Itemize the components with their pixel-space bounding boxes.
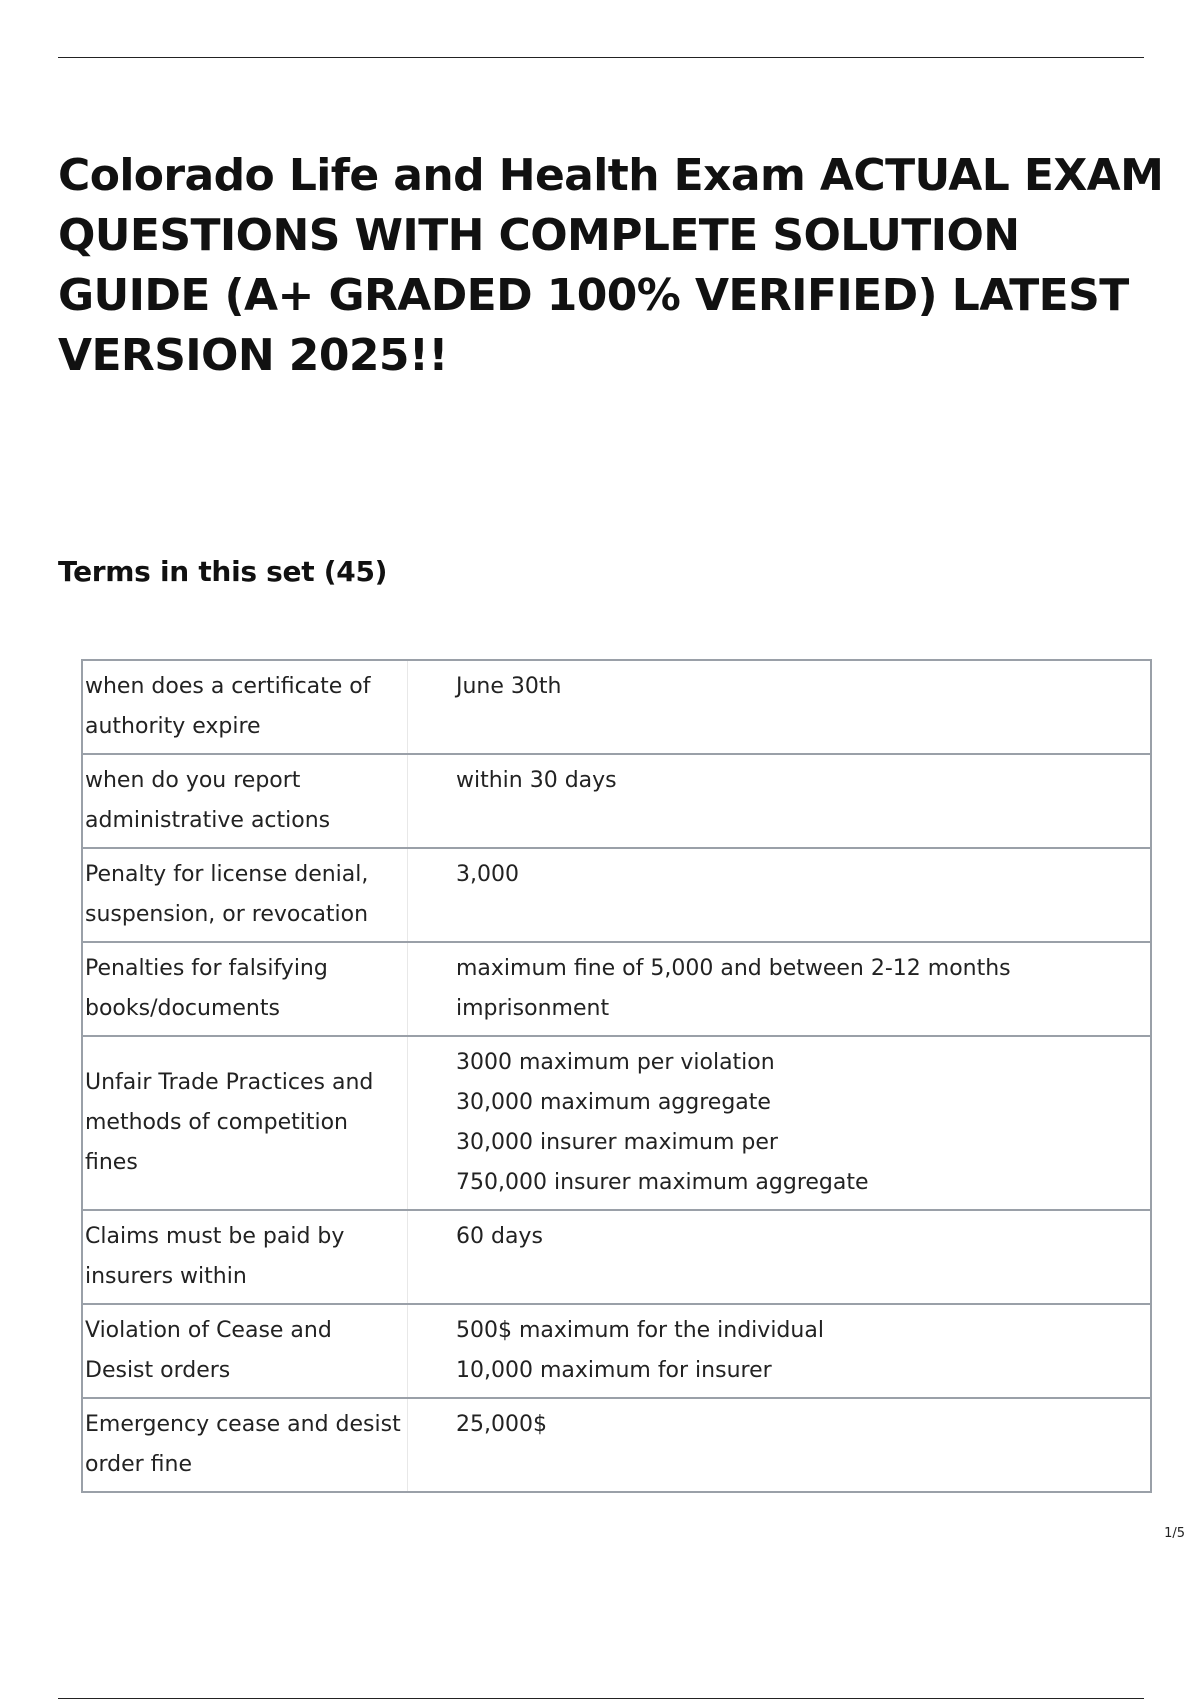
definition-cell [408, 1036, 1152, 1210]
term-cell: Violation of Cease and Desist orders [82, 1304, 408, 1398]
document-title: Colorado Life and Health Exam ACTUAL EXAM QUESTIONS WITH COMPLETE SOLUTION GUIDE (A+ GRADED 100% VERIFIED) LATEST VERSION 2025!! [58, 150, 1164, 381]
term-row [82, 1304, 1151, 1398]
definition-line: 3,000 [456, 862, 519, 887]
definition-line: 500$ maximum for the individual [456, 1318, 824, 1343]
definition-line: 25,000$ [456, 1412, 547, 1437]
definition-line: maximum fine of 5,000 and between 2-12 months imprisonment [456, 956, 1011, 1021]
top-rule [58, 57, 1144, 58]
definition-line: 30,000 insurer maximum per [456, 1130, 778, 1155]
term-row [82, 848, 1151, 942]
definition-cell [408, 1304, 1152, 1398]
bottom-rule [58, 1698, 1144, 1699]
term-cell: Emergency cease and desist order fine [82, 1398, 408, 1492]
definition-cell [408, 942, 1152, 1036]
term-cell: when do you report administrative actions [82, 754, 408, 848]
term-cell: Unfair Trade Practices and methods of competition fines [82, 1036, 408, 1210]
definition-cell [408, 1210, 1152, 1304]
term-cell: Penalties for falsifying books/documents [82, 942, 408, 1036]
term-row [82, 1036, 1151, 1210]
definition-line: 10,000 maximum for insurer [456, 1358, 772, 1383]
term-row [82, 754, 1151, 848]
page-number: 1/5 [1164, 1526, 1185, 1541]
term-row [82, 1398, 1151, 1492]
terms-table [81, 659, 1152, 1493]
term-cell: Claims must be paid by insurers within [82, 1210, 408, 1304]
term-row [82, 942, 1151, 1036]
definition-line: 750,000 insurer maximum aggregate [456, 1170, 869, 1195]
definition-cell [408, 660, 1152, 754]
definition-line: within 30 days [456, 768, 617, 793]
definition-cell [408, 754, 1152, 848]
term-cell: when does a certificate of authority expire [82, 660, 408, 754]
term-row [82, 1210, 1151, 1304]
definition-line: 30,000 maximum aggregate [456, 1090, 771, 1115]
definition-line: June 30th [456, 674, 562, 699]
definition-cell [408, 848, 1152, 942]
definition-line: 3000 maximum per violation [456, 1050, 775, 1075]
definition-cell [408, 1398, 1152, 1492]
definition-line: 60 days [456, 1224, 543, 1249]
terms-heading: Terms in this set (45) [58, 555, 388, 588]
term-cell: Penalty for license denial, suspension, or revocation [82, 848, 408, 942]
term-row [82, 660, 1151, 754]
